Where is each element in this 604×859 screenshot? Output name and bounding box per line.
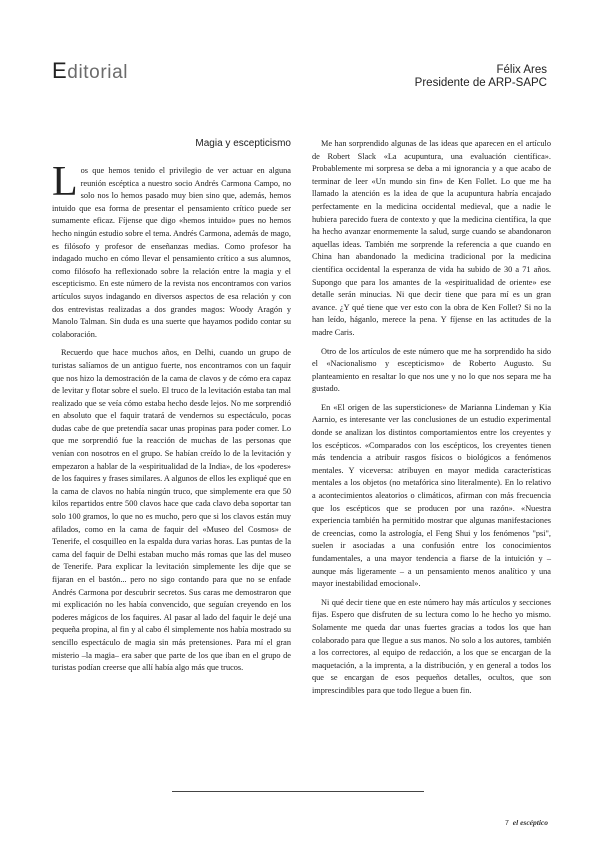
page-footer (505, 818, 548, 827)
author-title: Presidente de ARP-SAPC (414, 77, 547, 89)
section-heading-rest: ditorial (67, 62, 129, 83)
paragraph: Otro de los artículos de este número que me ha sorprendido ha sido el «Nacionalismo y escepticismo» de Roberto Augusto. Su planteamiento en resaltar lo que nos une y no lo que nos separa me ha gustado. (312, 346, 551, 394)
article-title: Magia y escepticismo (195, 138, 291, 149)
author-block (415, 64, 547, 90)
right-column (312, 138, 551, 698)
section-heading-initial: E (52, 58, 68, 83)
paragraph: Recuerdo que hace muchos años, en Delhi, cuando un grupo de turistas salíamos de un antiguo fuerte, nos encontramos con un faquir que nos hizo la demostración de la cama de clavos y de cómo era capaz de levitar y flotar sobre el suelo. El truco de la levitación estaba tan mal realizado que se veía cómo estaba hecho desde lejos. No me sorprendió en absoluto que el faquir tratará de vendernos su espectáculo, pocas dudas cabe de que pretendía sacar unas propinas para poder comer. Lo que me sorprendió fue la reacción de muchas de las personas que venían con nosotros en el grupo. Se habían creído lo de la levitación y empezaron a hablar de la «espiritualidad de la India», de los «poderes» de los faquires y frases similares. A algunos de ellos les expliqué que en la cama de clavos no había ningún truco, que simplemente era que 50 kilos repartidos entre 500 clavos hace que cada clavo deba soportar tan solo 100 gramos, lo que no es mucho, pero que si los clavos están muy afilados, como en la cama de faquir del «Museo del Cosmos» de Tenerife, el cosquilleo en la espalda dura varias horas. Las puntas de la cama del faquir de Delhi estaban mucho más romas que las del museo de Tenerife. Para explicar la levitación simplemente les dije que se fijaran en el bastón... pero no sigo contando para que no se enfade Andrés Carmona por descubrir secretos. Sus caras me demostraron que mi explicación no les había convencido, que seguían creyendo en los poderes mágicos de los faquires. Al pasar al lado del faquir le dejé una pequeña propina, al fin y al cabo él simplemente nos había mostrado su sencillo espectáculo de magia sin más pretensiones. Para mí el gran misterio –la magia– era saber que parte de los que iban en el grupo de turistas podían creerse que allí había algo más que trucos. (52, 348, 291, 673)
author-name: Félix Ares (496, 64, 547, 76)
paragraph (52, 159, 291, 341)
page-number: 7 (505, 820, 509, 827)
magazine-name: el escéptico (512, 818, 548, 827)
section-heading (52, 58, 128, 84)
paragraph: En «El origen de las supersticiones» de Marianna Lindeman y Kia Aarnio, es interesante ver las conclusiones de un estudio experimental donde se analizan los distintos comportamientos entre los creyentes y los escépticos. «Comparados con los escépticos, los creyentes tienen más tendencia a atribuir rasgos físicos o biológicos a fenómenos mentales. Y viceversa: atribuyen en mayor medida características mentales a los objetos (no metafórica sino literalmente). En lo relativo a acontecimientos aleatorios o climáticos, afirman con más frecuencia que los escépticos que se producen por una razón». «Nuestra experiencia también ha permitido mostrar que algunas manifestaciones de creencias, como la astrología, el Feng Shui y los fenómenos "psi", suelen ir asociadas a una confusión entre los conocimientos fundamentales, a una mayor tendencia a fiarse de la intuición y –aunque más ligeramente – a un pensamiento menos analítico y una mayor inestabilidad emocional». (312, 402, 551, 589)
paragraph-text: os que hemos tenido el privilegio de ver actuar en alguna reunión escéptica a nuestro socio Andrés Carmona Campo, no solo nos lo hemos pasado muy bien sino que, además, hemos intuido que esa forma de presentar el pensamiento crítico puede ser sumamente eficaz. Fíjense que digo «hemos intuido» pues no hemos hecho ningún estudio sobre el tema. Andrés Carmona, además de mago, es filósofo y profesor de enseñanzas medias. Como profesor ha indagado mucho en cómo llevar el pensamiento crítico a sus alumnos, como filósofo ha reflexionado sobre la relación entre la magia y el escepticismo. En este número de la revista nos encontramos con varios artículos suyos indagando en diversos aspectos de esa relación y con dos entrevistas realizadas a dos grandes magos: Woody Aragón y Manolo Talman. Sin duda es una suerte que hayamos podido contar su colaboración. (52, 166, 291, 339)
paragraph: Me han sorprendido algunas de las ideas que aparecen en el artículo de Robert Slack «La acupuntura, una evaluación científica». Probablemente mi sorpresa se deba a mi ignorancia y a que acabo de terminar de leer «Un mundo sin fin» de Ken Follet. Lo que me ha llamado la atención es la idea de que la acupuntura habría encajado perfectamente en la medicina occidental medieval, que a nadie le hubiera parecido fuera de contexto y que la medicina científica, la que ha hecho avanzar enormemente la salud, surge cuando se abandonaron aquellas ideas. También me sorprende la referencia a que cuando en China han abandonado la medicina tradicional por la medicina científica occidental la esperanza de vida ha subido de 30 a 71 años. Supongo que para los amantes de la «espiritualidad de oriente» ese detalle serán minucias. Ni que decir tiene que para mí es un gran avance. ¿Y qué tiene que ver esto con la obra de Ken Follet? Si no la han leído, háganlo, merece la pena. Y fíjense en las actitudes de la madre Caris. (312, 139, 551, 337)
footer-divider (172, 791, 424, 792)
left-column (52, 159, 291, 675)
paragraph: Ni qué decir tiene que en este número hay más artículos y secciones fijas. Espero que disfruten de su lectura como lo he hecho yo mismo. Solamente me queda dar unas fuertes gracias a todos los que han colaborado para que llegue a sus manos. No solo a los autores, también a los correctores, al equipo de redacción, a los que se encargan de la maquetación, a la imprenta, a la distribución, y en general a todos los que se encargan de esos pequeños detalles, ocultos, que son imprescindibles para que todo llegue a buen fin. (312, 597, 551, 695)
dropcap: L (52, 159, 78, 205)
